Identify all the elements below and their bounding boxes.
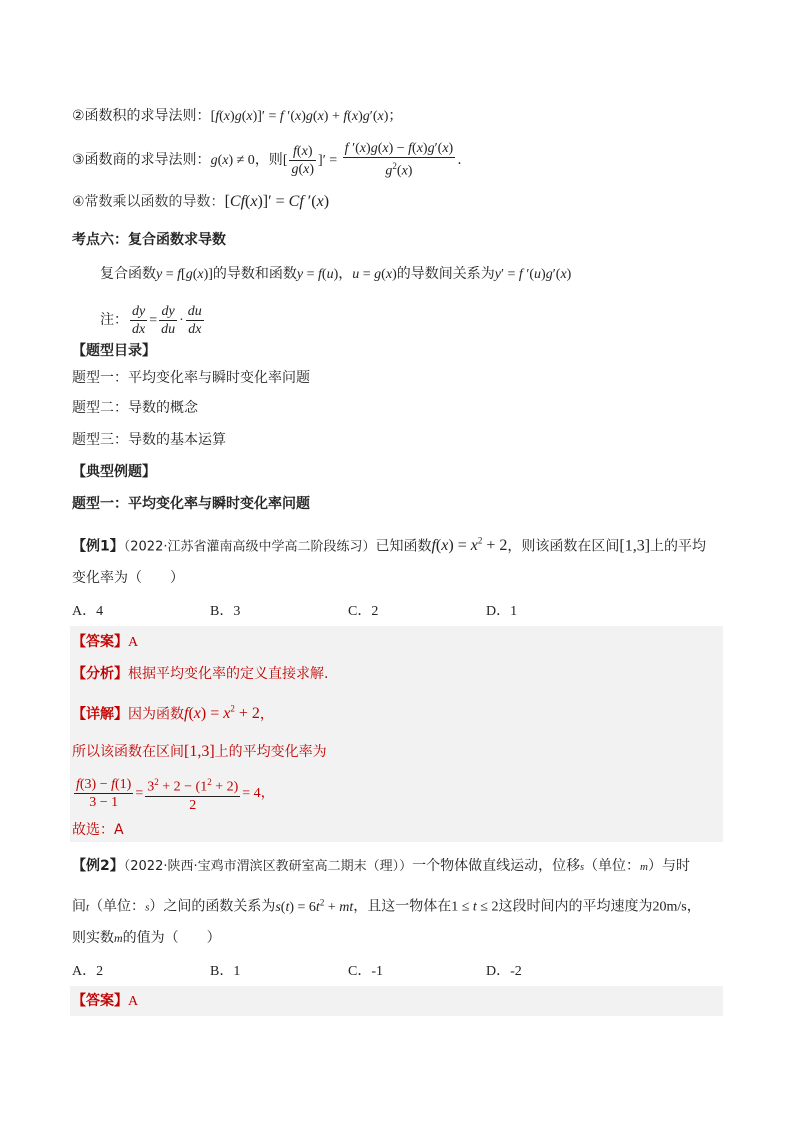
example1-option-d: D．1	[486, 604, 518, 619]
examples-title: 【典型例题】	[72, 464, 156, 480]
example1-question-line2: 变化率为（ ）	[72, 570, 184, 586]
catalog-title: 【题型目录】	[72, 343, 156, 359]
example2-option-c: C．-1	[348, 964, 383, 979]
example2-option-d: D．-2	[486, 964, 522, 979]
example2-answer: 【答案】A	[72, 993, 139, 1009]
example2-solution-box	[70, 986, 723, 1016]
catalog-item-2: 题型二：导数的概念	[72, 400, 198, 416]
example1-detail-line2: 所以该函数在区间[1,3]上的平均变化率为	[72, 743, 327, 760]
example2-option-a: A．2	[72, 964, 104, 979]
example1-answer: 【答案】A	[72, 634, 139, 650]
catalog-item-1: 题型一：平均变化率与瞬时变化率问题	[72, 370, 310, 386]
quotient-fraction-right: $\frac{f '(x)g(x) - f(x)g'(x)}{g^2(x)}$	[344, 141, 454, 179]
example1-computation: $\frac{f(3) - f(1)}{3 - 1}$ = $\frac{3^2 + 2 - (1^2 + 2)}{2}$ = 4，	[72, 774, 275, 814]
composite-function-line: 复合函数y = f[g(x)]的导数和函数y = f(u)，u = g(x)的导数间关系为y′ = f ′(u)g′(x)	[100, 266, 572, 282]
type1-title: 题型一：平均变化率与瞬时变化率问题	[72, 496, 310, 512]
example1-option-b: B．3	[210, 604, 241, 619]
product-rule-line: ②函数积的求导法则：[f(x)g(x)]′ = f ′(x)g(x) + f(x)g′(x)；	[72, 108, 403, 124]
constant-rule-line: ④常数乘以函数的导数：[Cf(x)]′ = Cf ′(x)	[72, 193, 330, 210]
example2-question: 【例2】（2022·陕西·宝鸡市渭滨区教研室高二期末（理））一个物体做直线运动，位移s（单位：m）与时	[72, 858, 690, 874]
example2-option-b: B．1	[210, 964, 241, 979]
example1-detail: 【详解】因为函数$f(x) = x^2 + 2$，	[72, 704, 274, 723]
chain-rule-note: 注： $\frac{dy}{dx}$ = $\frac{dy}{du}$ · $\frac{du}{dx}$	[100, 303, 202, 337]
catalog-item-3: 题型三：导数的基本运算	[72, 432, 226, 448]
example2-question-line3: 则实数m的值为（ ）	[72, 930, 221, 946]
example1-option-c: C．2	[348, 604, 379, 619]
section6-title: 考点六：复合函数求导数	[72, 232, 226, 248]
example1-analysis: 【分析】根据平均变化率的定义直接求解.	[72, 666, 329, 682]
quotient-fraction-left: $\frac{f(x)}{g(x)}$	[291, 143, 315, 177]
quotient-rule-line: ③函数商的求导法则：g(x) ≠ 0，则[ $\frac{f(x)}{g(x)}$ ]′ = $\frac{f '(x)g(x) - f(x)g'(x)}{g^2(x)}$ .	[72, 141, 462, 179]
example2-question-line2: 间t（单位：s）之间的函数关系为$s(t) = 6t^2$ + mt，且这一物体在1 ≤ t ≤ 2这段时间内的平均速度为20m/s，	[72, 897, 701, 915]
example1-question: 【例1】（2022·江苏省灌南高级中学高二阶段练习）已知函数$f(x) = x^2 + 2$，则该函数在区间[1,3]上的平均	[72, 536, 707, 555]
example1-option-a: A．4	[72, 604, 104, 619]
product-rule-formula: [f(x)g(x)]′ = f ′(x)g(x) + f(x)g′(x)	[210, 109, 389, 124]
example1-choose: 故选：A	[72, 822, 124, 838]
